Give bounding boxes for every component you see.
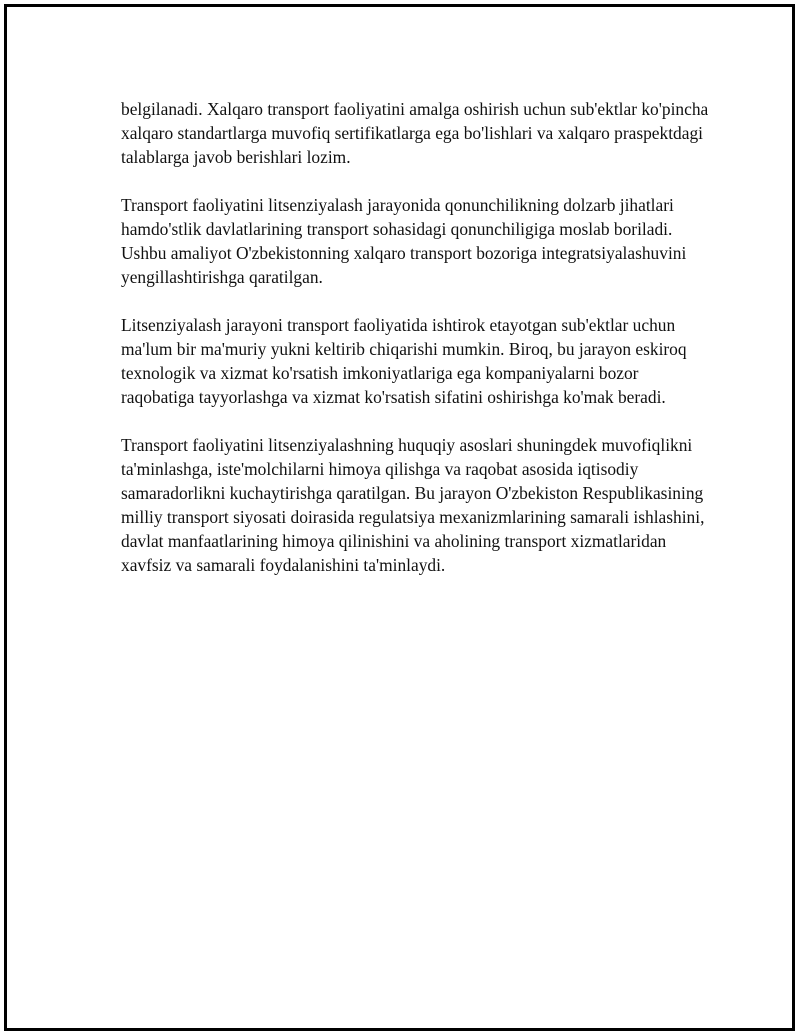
paragraph-3: Litsenziyalash jarayoni transport faoliyatida ishtirok etayotgan sub'ektlar uchun ma'lum bir ma'muriy yukni keltirib chiqarishi mumkin. Biroq, bu jarayon eskiroq texnologik va xizmat ko'rsatish imkoniyatlariga ega kompaniyalarni bozor raqobatiga tayyorlashga va xizmat ko'rsatish sifatini oshirishga ko'mak beradi. [121,315,687,407]
paragraph-1: belgilanadi. Xalqaro transport faoliyatini amalga oshirish uchun sub'ektlar ko'pincha xalqaro standartlarga muvofiq sertifikatlarga ega bo'lishlari va xalqaro praspektdagi talablarga javob berishlari lozim. [121,99,709,167]
document-body [121,97,711,601]
paragraph-4: Transport faoliyatini litsenziyalashning huquqiy asoslari shuningdek muvofiqlikni ta'minlashga, iste'molchilarni himoya qilishga va raqobat asosida iqtisodiy samaradorlikni kuchaytirishga qaratilgan. Bu jarayon O'zbekiston Respublikasining milliy transport siyosati doirasida regulatsiya mexanizmlarining samarali ishlashini, davlat manfaatlarining himoya qilinishini va aholining transport xizmatlaridan xavfsiz va samarali foydalanishini ta'minlaydi. [121,435,705,575]
page-border [4,4,795,1031]
paragraph-2: Transport faoliyatini litsenziyalash jarayonida qonunchilikning dolzarb jihatlari hamdo'stlik davlatlarining transport sohasidagi qonunchiligiga moslab boriladi. Ushbu amaliyot O'zbekistonning xalqaro transport bozoriga integratsiyalashuvini yengillashtirishga qaratilgan. [121,195,687,287]
